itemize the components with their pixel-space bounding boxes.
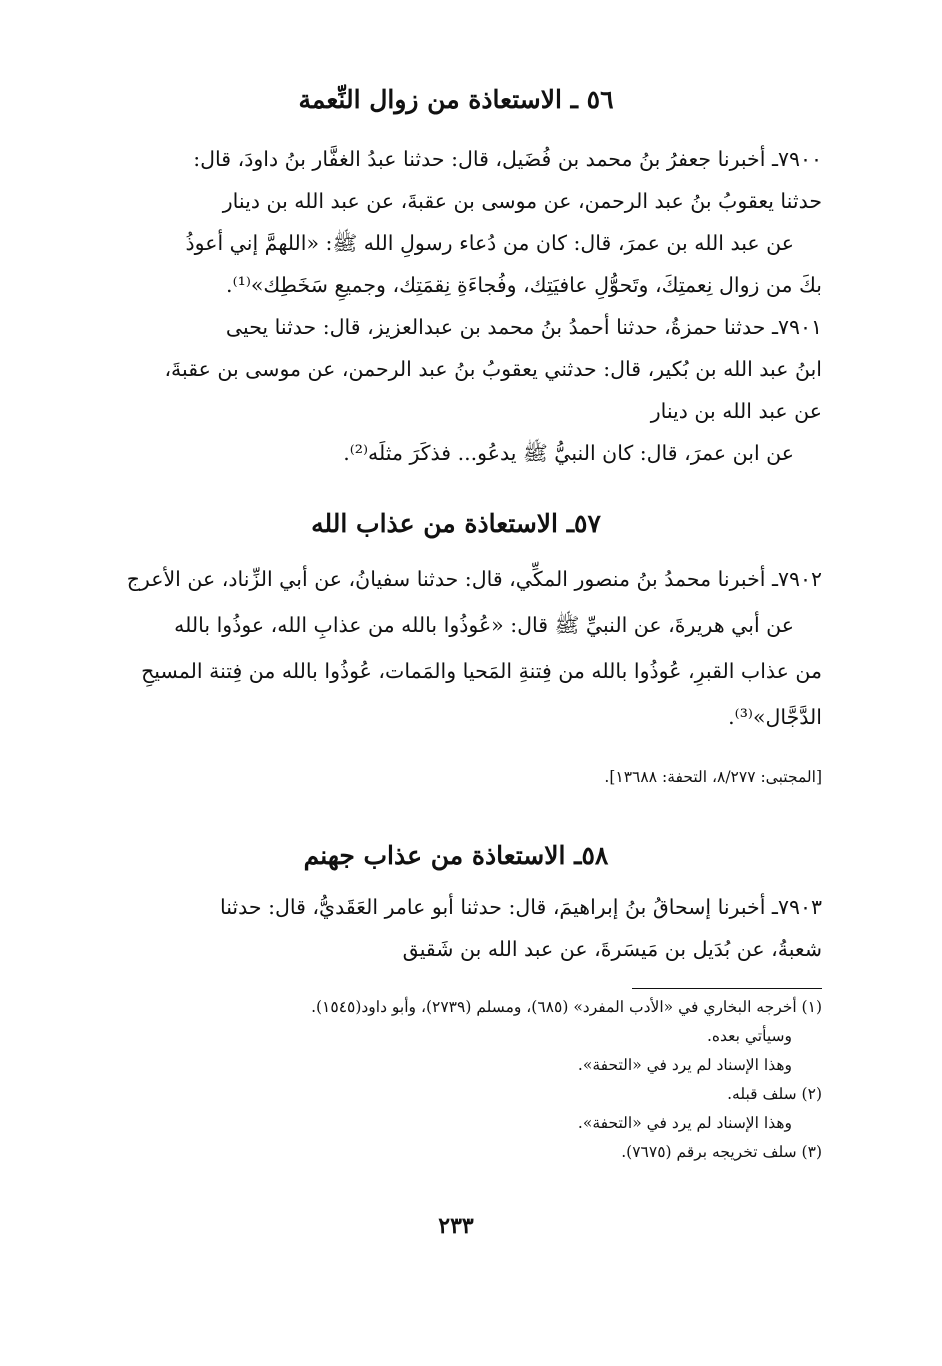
hadith-line: شعبةُ، عن بُدَيل بن مَيسَرةَ، عن عبد الله بن شَقيق (402, 937, 822, 961)
hadith-line: ٧٩٠٣ـ أخبرنا إسحاقُ بنُ إبراهيمَ، قال: حدثنا أبو عامر العَقَديُّ، قال: حدثنا (219, 895, 822, 919)
footnotes (90, 993, 822, 1167)
hadith-line: عن ابن عمرَ، قال: كان النبيُّ ﷺ يدعُو... فذكَرَ مثلَه⁽²⁾. (343, 441, 794, 465)
book-page (90, 60, 822, 1350)
hadith-7903 (90, 886, 822, 970)
hadith-line: ٧٩٠٢ـ أخبرنا محمدُ بنُ منصور المكِّي، قال: حدثنا سفيانُ، عن أبي الزِّناد، عن الأعرج (126, 567, 822, 591)
reference-note: [المجتبى: ٨/٢٧٧، التحفة: ١٣٦٨٨]. (604, 768, 822, 786)
hadith-line: ٧٩٠١ـ حدثنا حمزةُ، حدثنا أحمدُ بنُ محمد بن عبدالعزيز، قال: حدثنا يحيى (225, 315, 822, 339)
hadith-line: عن عبد الله بن دينار (650, 399, 822, 423)
hadith-line: الدَّجَّال»⁽³⁾. (728, 705, 822, 729)
footnote-separator (632, 988, 822, 989)
hadith-line: عن أبي هريرةَ، عن النبيِّ ﷺ قال: «عُوذُوا بالله من عذابِ الله، عوذُوا بالله (174, 613, 794, 637)
footnote-1-note: وهذا الإسناد لم يرد في «التحفة». (577, 1056, 792, 1074)
section-heading-58: ٥٨ـ الاستعاذة من عذاب جهنم (303, 841, 609, 870)
hadith-7901 (90, 306, 822, 474)
hadith-line: ابنُ عبد الله بن بُكير، قال: حدثني يعقوبُ بنُ عبد الرحمن، عن موسى بن عقبةَ، (164, 357, 822, 381)
footnote-2-note: وهذا الإسناد لم يرد في «التحفة». (577, 1114, 792, 1132)
hadith-line: حدثنا يعقوبُ بنُ عبد الرحمن، عن موسى بن عقبةَ، عن عبد الله بن دينار (222, 189, 822, 213)
hadith-line: من عذاب القبرِ، عُوذُوا بالله من فِتنةِ المَحيا والمَمات، عُوذُوا بالله من فِتنة المسيحِ (141, 659, 822, 683)
hadith-line: عن عبد الله بن عمرَ، قال: كان من دُعاء رسولِ الله ﷺ: «اللهمَّ إني أعوذُ (185, 231, 794, 255)
footnote-1: (١) أخرجه البخاري في «الأدب المفرد» (٦٨٥)، ومسلم (٢٧٣٩)، وأبو داود(١٥٤٥). (311, 998, 822, 1016)
footnote-2: (٢) سلف قبله. (727, 1085, 822, 1103)
footnote-1-cont: وسيأتي بعده. (706, 1027, 792, 1045)
page-number: ٢٣٣ (438, 1213, 474, 1239)
hadith-line: بكَ من زوال نِعمتِكَ، وتَحوُّلِ عافيَتِك، وفُجاءَةِ نِقمَتِك، وجميعِ سَخَطِك»⁽¹⁾. (226, 273, 822, 297)
footnote-3: (٣) سلف تخريجه برقم (٧٦٧٥). (621, 1143, 822, 1161)
section-heading-56: ٥٦ ـ الاستعاذة من زوال النِّعمة (298, 85, 614, 114)
hadith-7900 (90, 138, 822, 306)
hadith-line: ٧٩٠٠ـ أخبرنا جعفرُ بنُ محمد بن فُضَيل، قال: حدثنا عبدُ الغفَّار بنُ داودَ، قال: (193, 147, 822, 171)
section-heading-57: ٥٧ـ الاستعاذة من عذاب الله (311, 509, 601, 538)
hadith-7902 (90, 556, 822, 740)
